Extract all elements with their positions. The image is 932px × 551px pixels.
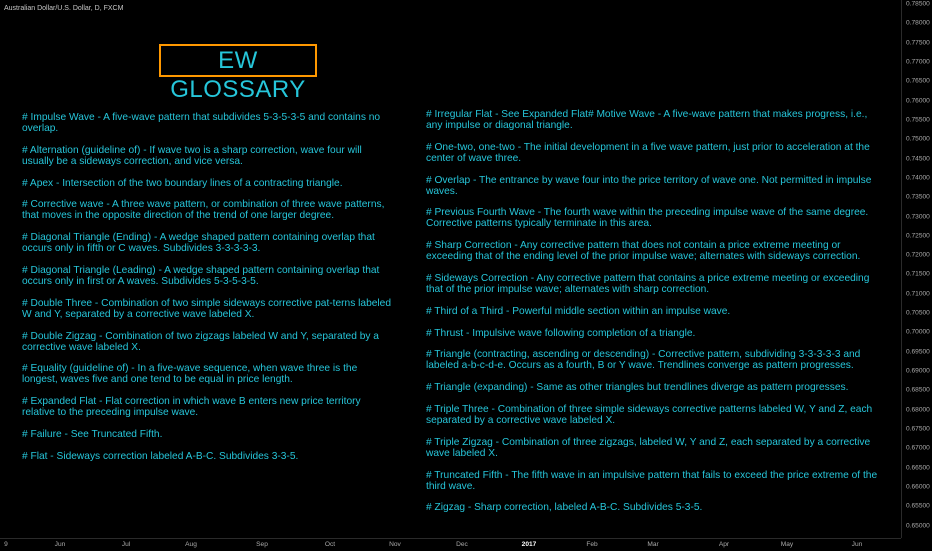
price-tick-label: 0.75500 — [906, 116, 930, 124]
price-tick-label: 0.71000 — [906, 290, 930, 298]
glossary-entry: # Truncated Fifth - The fifth wave in an impulsive pattern that fails to exceed the price extreme of the third wave. — [426, 469, 878, 492]
price-axis[interactable] — [901, 0, 932, 538]
price-tick-label: 0.76000 — [906, 97, 930, 105]
price-tick-label: 0.69500 — [906, 348, 930, 356]
glossary-left-column — [22, 112, 392, 473]
time-tick-label: Jul — [121, 541, 131, 548]
glossary-right-column — [426, 109, 886, 524]
glossary-title-box: EW GLOSSARY — [159, 44, 317, 77]
glossary-entry: # Double Zigzag - Combination of two zigzags labeled W and Y, separated by a corrective wave labeled X. — [22, 330, 379, 353]
glossary-entry: # Apex - Intersection of the two boundary lines of a contracting triangle. — [22, 177, 343, 189]
price-tick-label: 0.73000 — [906, 213, 930, 221]
price-tick-label: 0.66500 — [906, 464, 930, 472]
glossary-entry: # Zigzag - Sharp correction, labeled A-B-C. Subdivides 5-3-5. — [426, 502, 703, 514]
time-tick-label: Aug — [185, 541, 197, 548]
price-tick-label: 0.65500 — [906, 502, 930, 510]
glossary-entry: # Impulse Wave - A five-wave pattern that subdivides 5-3-5-3-5 and contains no overlap. — [22, 112, 381, 134]
time-tick-label: 9 — [4, 541, 8, 548]
price-tick-label: 0.72000 — [906, 251, 930, 259]
price-tick-label: 0.72500 — [906, 232, 930, 240]
glossary-entry: # Overlap - The entrance by wave four into the price territory of wave one. Not permitted in impulse waves. — [426, 174, 872, 197]
glossary-entry: # Corrective wave - A three wave pattern, or combination of three wave patterns, that moves in the opposite direction of the trend of one larger degree. — [22, 199, 385, 222]
time-tick-label: Oct — [324, 541, 336, 548]
glossary-entry: # Alternation (guideline of) - If wave two is a sharp correction, wave four will usually be a sideways correction, and vice versa. — [22, 144, 362, 167]
time-tick-label: Jun — [851, 541, 863, 548]
time-tick-label: Jun — [54, 541, 66, 548]
price-tick-label: 0.74000 — [906, 174, 930, 182]
time-tick-label: Apr — [718, 541, 730, 548]
price-tick-label: 0.78500 — [906, 0, 930, 8]
price-tick-label: 0.67500 — [906, 425, 930, 433]
glossary-entry: # Flat - Sideways correction labeled A-B-C. Subdivides 3-3-5. — [22, 450, 299, 462]
time-tick-label: Mar — [647, 541, 659, 548]
price-tick-label: 0.77000 — [906, 58, 930, 66]
glossary-entry: # Thrust - Impulsive wave following completion of a triangle. — [426, 327, 696, 339]
price-tick-label: 0.68000 — [906, 406, 930, 414]
glossary-entry: # Third of a Third - Powerful middle section within an impulse wave. — [426, 305, 731, 317]
glossary-entry: # Equality (guideline of) - In a five-wave sequence, when wave three is the longest, waves five and one tend to be equal in price length. — [22, 363, 358, 386]
glossary-entry: # Triangle (contracting, ascending or descending) - Corrective pattern, subdividing 3-3-3-3-3 and labeled a-b-c-d-e. Occurs as a fourth, B or Y wave. Trendlines converge as pattern progresses. — [426, 349, 861, 372]
glossary-entry: # Diagonal Triangle (Ending) - A wedge shaped pattern containing overlap that occurs only in fifth or C waves. Subdivides 3-3-3-3-3. — [22, 232, 375, 255]
glossary-entry: # Irregular Flat - See Expanded Flat# Motive Wave - A five-wave pattern that makes progress, i.e., any impulse or diagonal triangle. — [426, 109, 868, 131]
chart-symbol-label: Australian Dollar/U.S. Dollar, D, FXCM — [4, 5, 124, 12]
price-tick-label: 0.75000 — [906, 135, 930, 143]
time-tick-label: Dec — [456, 541, 468, 548]
glossary-entry: # Diagonal Triangle (Leading) - A wedge shaped pattern containing overlap that occurs only in first or A waves. Subdivides 5-3-5-3-5. — [22, 264, 380, 287]
price-tick-label: 0.70500 — [906, 309, 930, 317]
glossary-entry: # Triple Three - Combination of three simple sideways corrective patterns labeled W, Y and Z, each separated by a corrective wave labeled X. — [426, 403, 873, 426]
time-axis[interactable] — [0, 538, 901, 551]
price-tick-label: 0.70000 — [906, 328, 930, 336]
price-tick-label: 0.71500 — [906, 270, 930, 278]
glossary-entry: # One-two, one-two - The initial development in a five wave pattern, just prior to acceleration at the center of wave three. — [426, 141, 870, 164]
price-tick-label: 0.76500 — [906, 77, 930, 85]
price-tick-label: 0.67000 — [906, 444, 930, 452]
price-tick-label: 0.65000 — [906, 522, 930, 530]
time-tick-label: May — [780, 541, 794, 548]
time-tick-label: Sep — [256, 541, 268, 548]
time-tick-label: Feb — [586, 541, 598, 548]
price-tick-label: 0.78000 — [906, 19, 930, 27]
price-tick-label: 0.66000 — [906, 483, 930, 491]
glossary-entry: # Sharp Correction - Any corrective pattern that does not contain a price extreme meeting or exceeding that of the ending level of the prior impulse wave; alternates with sideways correction. — [426, 240, 861, 263]
glossary-entry: # Double Three - Combination of two simple sideways corrective pat-terns labeled W and Y, separated by a corrective wave labeled X. — [22, 297, 392, 320]
glossary-entry: # Failure - See Truncated Fifth. — [22, 428, 163, 440]
glossary-entry: # Triangle (expanding) - Same as other triangles but trendlines diverge as pattern progresses. — [426, 382, 849, 394]
glossary-entry: # Expanded Flat - Flat correction in which wave B enters new price territory relative to the preceding impulse wave. — [22, 396, 361, 419]
price-tick-label: 0.69000 — [906, 367, 930, 375]
time-tick-label: 2017 — [521, 541, 537, 548]
glossary-entry: # Triple Zigzag - Combination of three zigzags, labeled W, Y and Z, each separated by a corrective wave labeled X. — [426, 436, 871, 459]
price-tick-label: 0.74500 — [906, 155, 930, 163]
time-tick-label: Nov — [389, 541, 401, 548]
price-tick-label: 0.73500 — [906, 193, 930, 201]
price-tick-label: 0.68500 — [906, 386, 930, 394]
glossary-entry: # Sideways Correction - Any corrective pattern that contains a price extreme meeting or exceeding that of the prior impulse wave; alternates with sharp correction. — [426, 272, 870, 295]
price-tick-label: 0.77500 — [906, 39, 930, 47]
glossary-entry: # Previous Fourth Wave - The fourth wave within the preceding impulse wave of the same degree. Corrective patterns typically terminate in this area. — [426, 207, 869, 230]
